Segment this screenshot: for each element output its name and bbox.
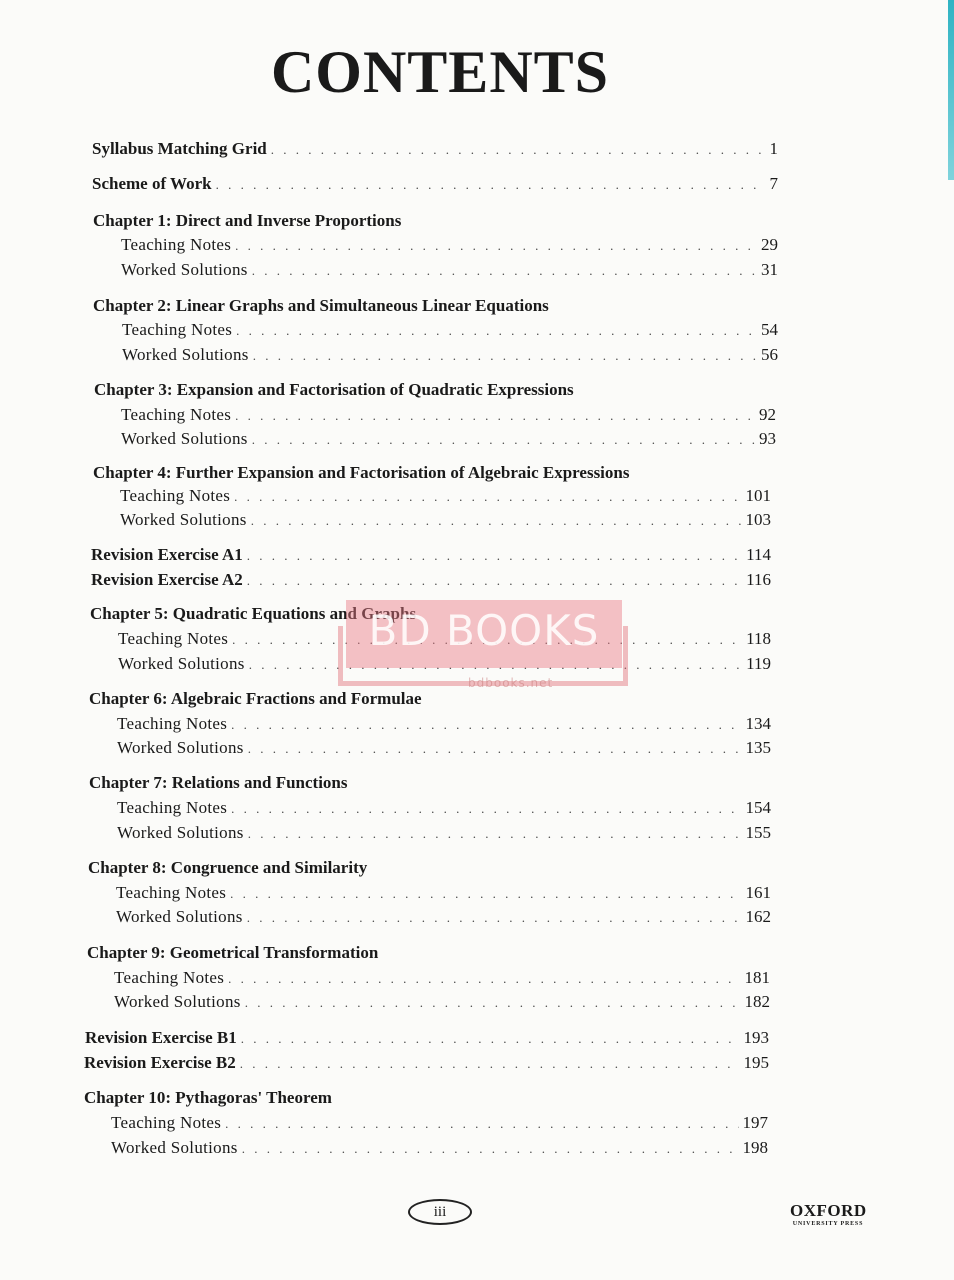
toc-page-number: 134: [745, 714, 771, 733]
toc-page-number: 7: [769, 174, 778, 193]
toc-entry-label: Worked Solutions: [114, 992, 241, 1011]
chapter-3-teaching-notes[interactable]: [121, 404, 776, 427]
toc-entry-label: Worked Solutions: [117, 738, 244, 757]
toc-entry-label: Teaching Notes: [116, 883, 227, 902]
chapter-6-title[interactable]: Chapter 6: Algebraic Fractions and Formulae: [89, 689, 422, 708]
toc-page-number: 101: [745, 486, 771, 505]
toc-entry-label: Revision Exercise B2: [84, 1053, 236, 1072]
leader-dots: [247, 570, 742, 592]
chapter-10-teaching-notes[interactable]: [111, 1112, 768, 1135]
chapter-1-teaching-notes[interactable]: [121, 234, 778, 257]
chapter-3-worked-solutions[interactable]: [121, 428, 776, 451]
chapter-9-title[interactable]: Chapter 9: Geometrical Transformation: [87, 943, 379, 962]
toc-entry-revision-a1[interactable]: [91, 544, 771, 567]
toc-entry-label: Worked Solutions: [120, 510, 247, 529]
leader-dots: [247, 545, 742, 567]
leader-dots: [253, 345, 757, 367]
page-number: iii: [408, 1199, 472, 1225]
publisher-name: OXFORD: [790, 1201, 867, 1220]
chapter-6-worked-solutions[interactable]: [117, 737, 771, 760]
chapter-4-title[interactable]: Chapter 4: Further Expansion and Factorisation of Algebraic Expressions: [93, 463, 630, 482]
leader-dots: [245, 992, 741, 1014]
chapter-9-worked-solutions[interactable]: [114, 991, 770, 1014]
leader-dots: [235, 405, 755, 427]
leader-dots: [251, 510, 742, 532]
toc-entry-label: Teaching Notes: [117, 798, 228, 817]
toc-entry-label: Revision Exercise A2: [91, 570, 243, 589]
leader-dots: [231, 798, 741, 820]
toc-entry-label: Teaching Notes: [122, 320, 233, 339]
leader-dots: [247, 907, 742, 929]
chapter-2-title[interactable]: Chapter 2: Linear Graphs and Simultaneous Linear Equations: [93, 296, 549, 315]
toc-entry-label: Teaching Notes: [111, 1113, 222, 1132]
toc-entry-label: Revision Exercise A1: [91, 545, 243, 564]
toc-entry-revision-a2[interactable]: [91, 569, 771, 592]
toc-page-number: 155: [745, 823, 771, 842]
chapter-7-worked-solutions[interactable]: [117, 822, 771, 845]
toc-page-number: 119: [746, 654, 771, 673]
toc-entry-label: Scheme of Work: [92, 174, 212, 193]
toc-page-number: 114: [746, 545, 771, 564]
toc-page-number: 31: [761, 260, 778, 279]
leader-dots: [248, 738, 742, 760]
toc-entry-label: Worked Solutions: [117, 823, 244, 842]
publisher-logo: [790, 1202, 866, 1228]
toc-page-number: 135: [745, 738, 771, 757]
toc-page-number: 116: [746, 570, 771, 589]
leader-dots: [252, 260, 757, 282]
chapter-3-title[interactable]: Chapter 3: Expansion and Factorisation of Quadratic Expressions: [94, 380, 574, 399]
toc-entry-label: Worked Solutions: [122, 345, 249, 364]
leader-dots: [225, 1113, 738, 1135]
toc-entry-label: Revision Exercise B1: [85, 1028, 237, 1047]
toc-page-number: 198: [742, 1138, 768, 1157]
toc-entry-label: Teaching Notes: [120, 486, 231, 505]
toc-entry-label: Teaching Notes: [114, 968, 225, 987]
toc-page-number: 103: [745, 510, 771, 529]
chapter-2-worked-solutions[interactable]: [122, 344, 778, 367]
page-title: CONTENTS: [270, 39, 610, 105]
leader-dots: [216, 174, 766, 196]
toc-entry-label: Teaching Notes: [118, 629, 229, 648]
toc-page-number: 92: [759, 405, 776, 424]
toc-entry-label: Worked Solutions: [121, 429, 248, 448]
watermark: [338, 596, 628, 696]
toc-page-number: 1: [769, 139, 778, 158]
leader-dots: [236, 320, 757, 342]
toc-entry-label: Worked Solutions: [111, 1138, 238, 1157]
chapter-2-teaching-notes[interactable]: [122, 319, 778, 342]
leader-dots: [241, 1028, 740, 1050]
chapter-8-worked-solutions[interactable]: [116, 906, 771, 929]
watermark-url: bdbooks.net: [468, 676, 554, 690]
chapter-7-teaching-notes[interactable]: [117, 797, 771, 820]
toc-entry-revision-b2[interactable]: [84, 1052, 769, 1075]
toc-page-number: 182: [744, 992, 770, 1011]
toc-page-number: 195: [743, 1053, 769, 1072]
leader-dots: [242, 1138, 739, 1160]
leader-dots: [228, 968, 740, 990]
toc-entry-scheme[interactable]: [92, 173, 778, 196]
leader-dots: [271, 139, 766, 161]
leader-dots: [235, 235, 757, 257]
toc-page-number: 154: [745, 798, 771, 817]
chapter-8-title[interactable]: Chapter 8: Congruence and Similarity: [88, 858, 368, 877]
toc-entry-label: Teaching Notes: [121, 405, 232, 424]
toc-page-number: 161: [745, 883, 771, 902]
chapter-7-title[interactable]: Chapter 7: Relations and Functions: [89, 773, 348, 792]
chapter-1-title[interactable]: Chapter 1: Direct and Inverse Proportions: [93, 211, 402, 230]
toc-entry-label: Syllabus Matching Grid: [92, 139, 267, 158]
toc-entry-syllabus[interactable]: [92, 138, 778, 161]
toc-page-number: 54: [761, 320, 778, 339]
toc-entry-label: Teaching Notes: [121, 235, 232, 254]
toc-page-number: 29: [761, 235, 778, 254]
chapter-9-teaching-notes[interactable]: [114, 967, 770, 990]
chapter-10-title[interactable]: Chapter 10: Pythagoras' Theorem: [84, 1088, 332, 1107]
chapter-4-worked-solutions[interactable]: [120, 509, 771, 532]
chapter-6-teaching-notes[interactable]: [117, 713, 771, 736]
toc-page-number: 56: [761, 345, 778, 364]
watermark-text: BD BOOKS: [368, 606, 600, 655]
toc-entry-label: Worked Solutions: [116, 907, 243, 926]
leader-dots: [248, 823, 742, 845]
toc-entry-label: Worked Solutions: [121, 260, 248, 279]
toc-page-number: 162: [745, 907, 771, 926]
publisher-subtitle: UNIVERSITY PRESS: [792, 1221, 864, 1227]
leader-dots: [252, 429, 755, 451]
toc-entry-label: Worked Solutions: [118, 654, 245, 673]
leader-dots: [234, 486, 741, 508]
leader-dots: [231, 714, 741, 736]
toc-entry-revision-b1[interactable]: [85, 1027, 769, 1050]
toc-page-number: 197: [742, 1113, 768, 1132]
toc-page-number: 181: [744, 968, 770, 987]
toc-page-number: 118: [746, 629, 771, 648]
chapter-8-teaching-notes[interactable]: [116, 882, 771, 905]
chapter-4-teaching-notes[interactable]: [120, 485, 771, 508]
toc-page-number: 193: [743, 1028, 769, 1047]
chapter-10-worked-solutions[interactable]: [111, 1137, 768, 1160]
toc-entry-label: Teaching Notes: [117, 714, 228, 733]
leader-dots: [240, 1053, 740, 1075]
leader-dots: [230, 883, 741, 905]
chapter-5-title[interactable]: Chapter 5: Quadratic Equations and Graphs: [90, 604, 417, 623]
chapter-1-worked-solutions[interactable]: [121, 259, 778, 282]
toc-page-number: 93: [759, 429, 776, 448]
